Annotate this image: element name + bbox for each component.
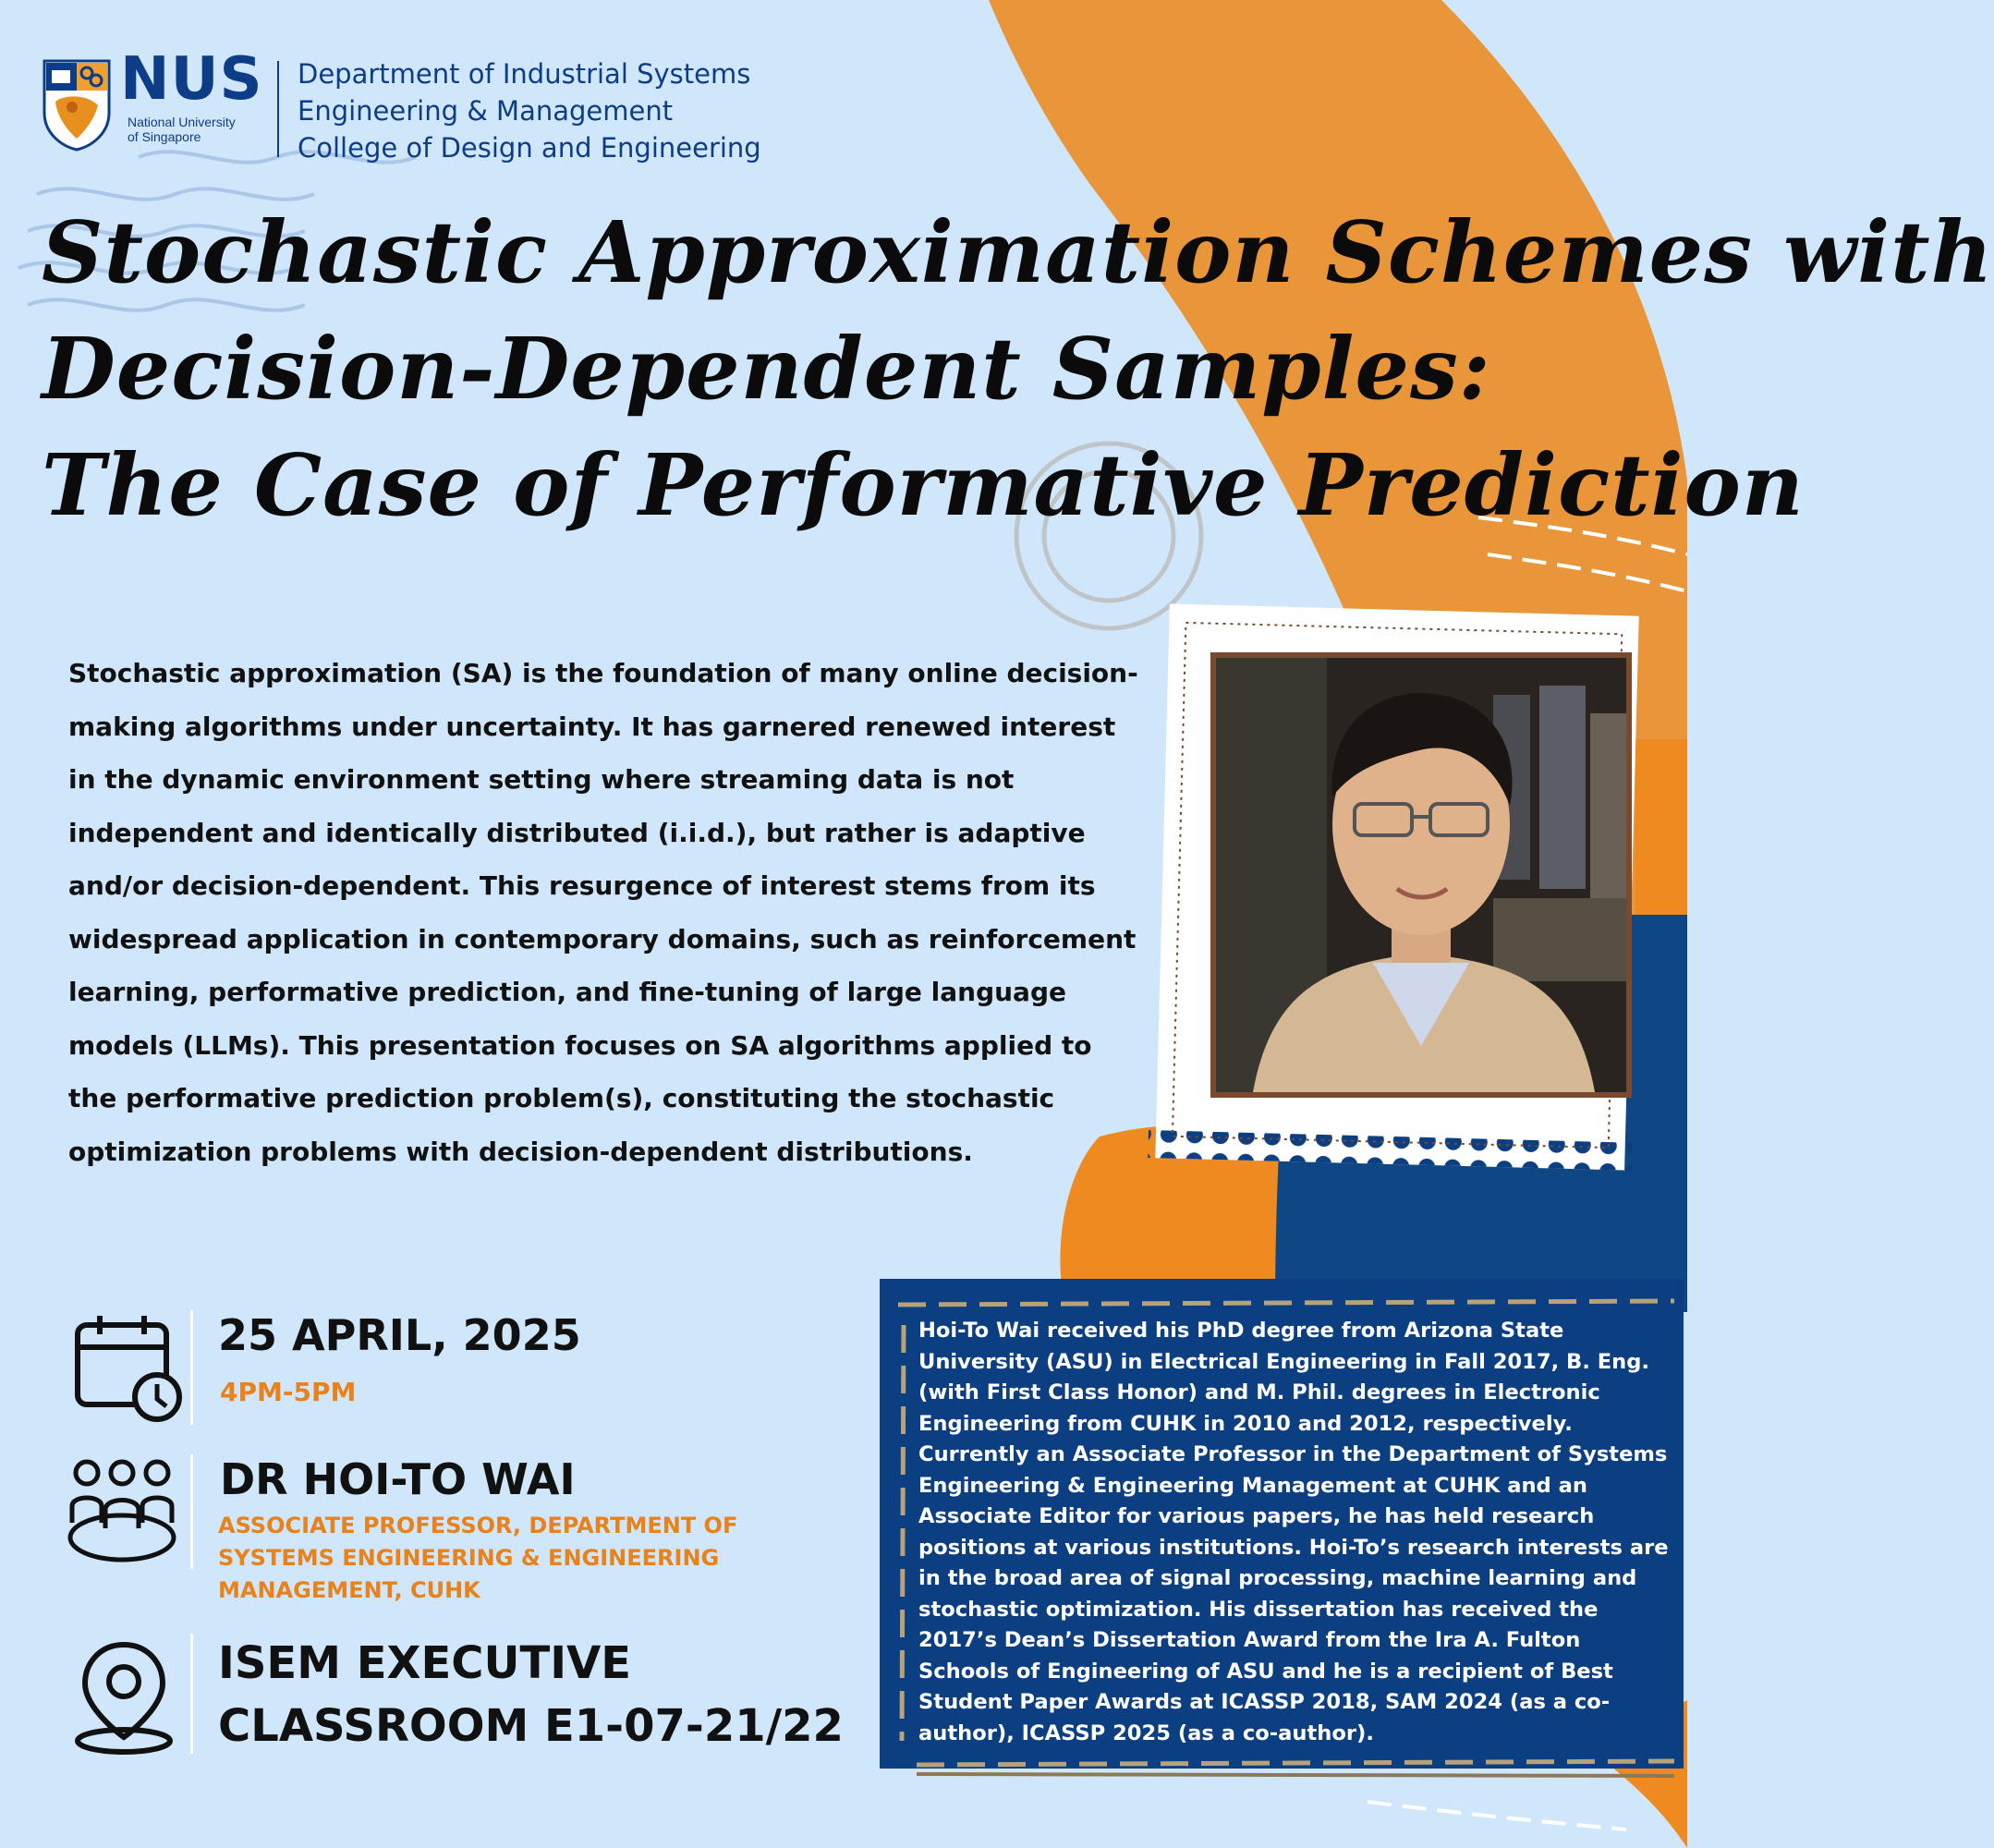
logo-wordmark: NUS — [120, 45, 263, 114]
group-people-icon — [67, 1458, 177, 1569]
title-line-3: The Case of Performative Prediction — [42, 435, 1805, 535]
title-line-1: Stochastic Approximation Schemes with — [42, 202, 1994, 302]
logo-divider — [277, 61, 279, 157]
location-pin-icon — [68, 1641, 179, 1756]
speaker-name: DR HOI-TO WAI — [220, 1454, 576, 1504]
logo-subtitle: National University of Singapore — [128, 115, 236, 144]
info-divider — [190, 1454, 193, 1569]
title-line-2: Decision-Dependent Samples: — [42, 319, 1491, 419]
event-venue: ISEM EXECUTIVE CLASSROOM E1-07-21/22 — [218, 1637, 844, 1752]
nus-crest-icon — [43, 59, 111, 152]
dept-line-3: College of Design and Engineering — [298, 132, 761, 164]
event-time: 4PM-5PM — [220, 1377, 357, 1407]
dept-line-2: Engineering & Management — [298, 95, 674, 127]
speaker-photo — [1210, 652, 1632, 1098]
info-divider — [190, 1310, 193, 1425]
dept-line-1: Department of Industrial Systems — [298, 58, 751, 90]
talk-title — [42, 194, 1994, 543]
speaker-bio: Hoi-To Wai received his PhD degree from Arizona State University (ASU) in Electrical Engineering in Fall 2017, B. Eng. (with First Class Honor) and M. Phil. degrees in Electronic Engineering from CUHK in 2010 and 2012, respectively. Currently an Associate Professor in the Department of Systems Engineering & Engineering Management at CUHK and an Associate Editor for various papers, he has held research positions at various institutions. Hoi-To’s research interests are in the broad area of signal processing, machine learning and stochastic optimization. His dissertation has received the 2017’s Dean’s Dissertation Award from the Ira A. Fulton Schools of Engineering of ASU and he is a recipient of Best Student Paper Awards at ICASSP 2018, SAM 2024 (as a co-author), ICASSP 2025 (as a co-author). — [918, 1319, 1669, 1745]
abstract-text: Stochastic approximation (SA) is the foundation of many online decision-making algorithms under uncertainty. It has garnered renewed interest in the dynamic environment setting where streaming data is not independent and identically distributed (i.i.d.), but rather is adaptive and/or decision-dependent. This resurgence of interest stems from its widespread application in contemporary domains, such as reinforcement learning, performative prediction, and fine-tuning of large language models (LLMs). This presentation focuses on SA algorithms applied to the performative prediction problem(s), constituting the stochastic optimization problems with decision-dependent distributions. — [68, 658, 1138, 1167]
speaker-portrait-icon — [1216, 658, 1626, 1092]
speaker-title: ASSOCIATE PROFESSOR, DEPARTMENT OF SYSTEMS ENGINEERING & ENGINEERING MANAGEMENT, CUHK — [218, 1513, 738, 1603]
calendar-clock-icon — [72, 1312, 183, 1423]
event-date: 25 APRIL, 2025 — [218, 1310, 581, 1360]
info-divider — [190, 1634, 193, 1754]
department-name — [298, 55, 761, 166]
